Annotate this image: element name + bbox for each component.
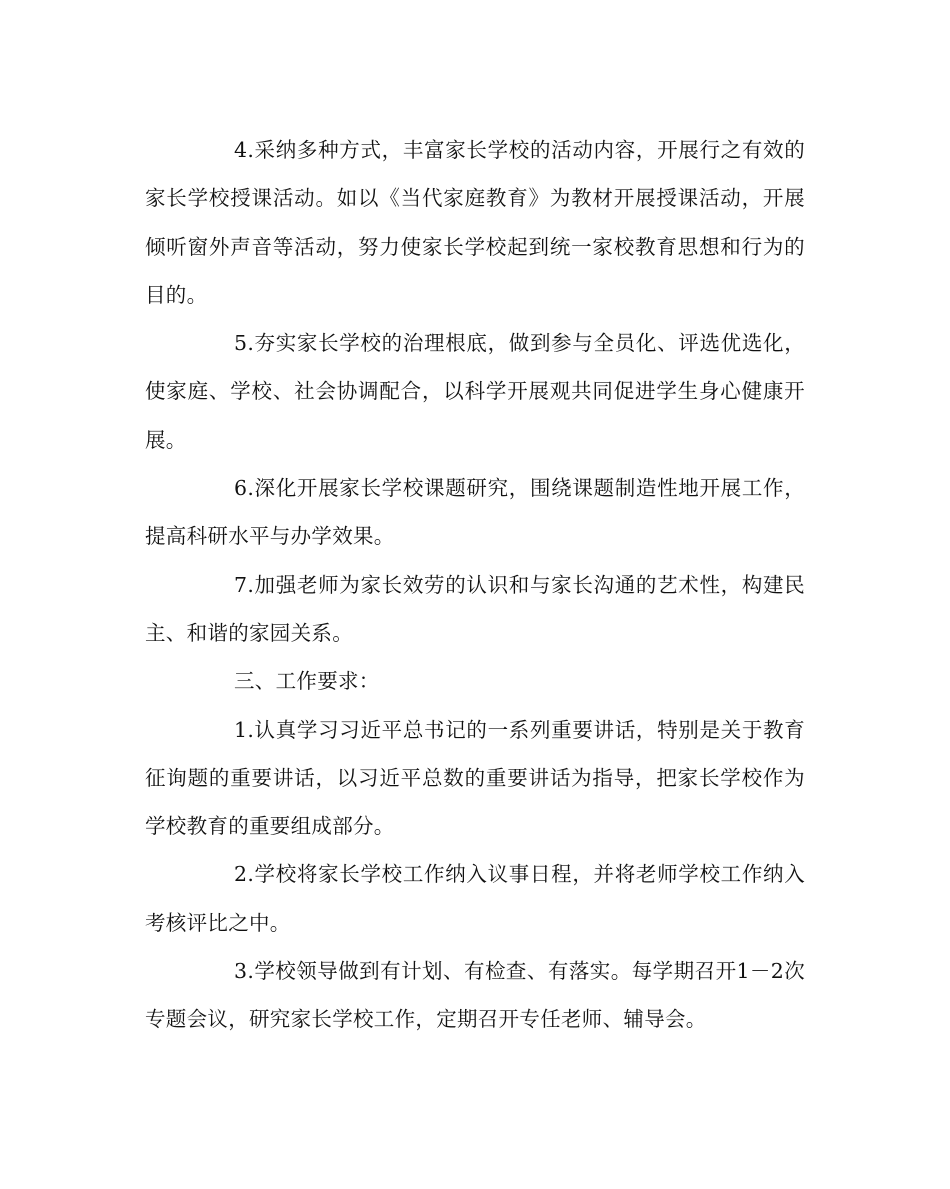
paragraph-item-7: 7.加强老师为家长效劳的认识和与家长沟通的艺术性，构建民主、和谐的家园关系。 <box>145 572 805 645</box>
document-body <box>145 126 805 1044</box>
paragraph-item-5: 5.夯实家长学校的治理根底，做到参与全员化、评选优选化，使家庭、学校、社会协调配合，以科学开展观共同促进学生身心健康开展。 <box>145 331 805 452</box>
requirement-item-3: 3.学校领导做到有计划、有检查、有落实。每学期召开1－2次专题会议，研究家长学校工作，定期召开专任老师、辅导会。 <box>145 959 805 1032</box>
paragraph-item-6: 6.深化开展家长学校课题研究，围绕课题制造性地开展工作，提高科研水平与办学效果。 <box>145 476 805 549</box>
requirement-item-1: 1.认真学习习近平总书记的一系列重要讲话，特别是关于教育征询题的重要讲话，以习近平总数的重要讲话为指导，把家长学校作为学校教育的重要组成部分。 <box>145 717 805 839</box>
section-heading-work-requirements: 三、工作要求： <box>234 669 380 694</box>
paragraph-item-4: 4.采纳多种方式，丰富家长学校的活动内容，开展行之有效的家长学校授课活动。如以《当代家庭教育》为教材开展授课活动，开展倾听窗外声音等活动，努力使家长学校起到统一家校教育思想和行为的目的。 <box>145 138 805 307</box>
requirement-item-2: 2.学校将家长学校工作纳入议事日程，并将老师学校工作纳入考核评比之中。 <box>145 862 805 935</box>
